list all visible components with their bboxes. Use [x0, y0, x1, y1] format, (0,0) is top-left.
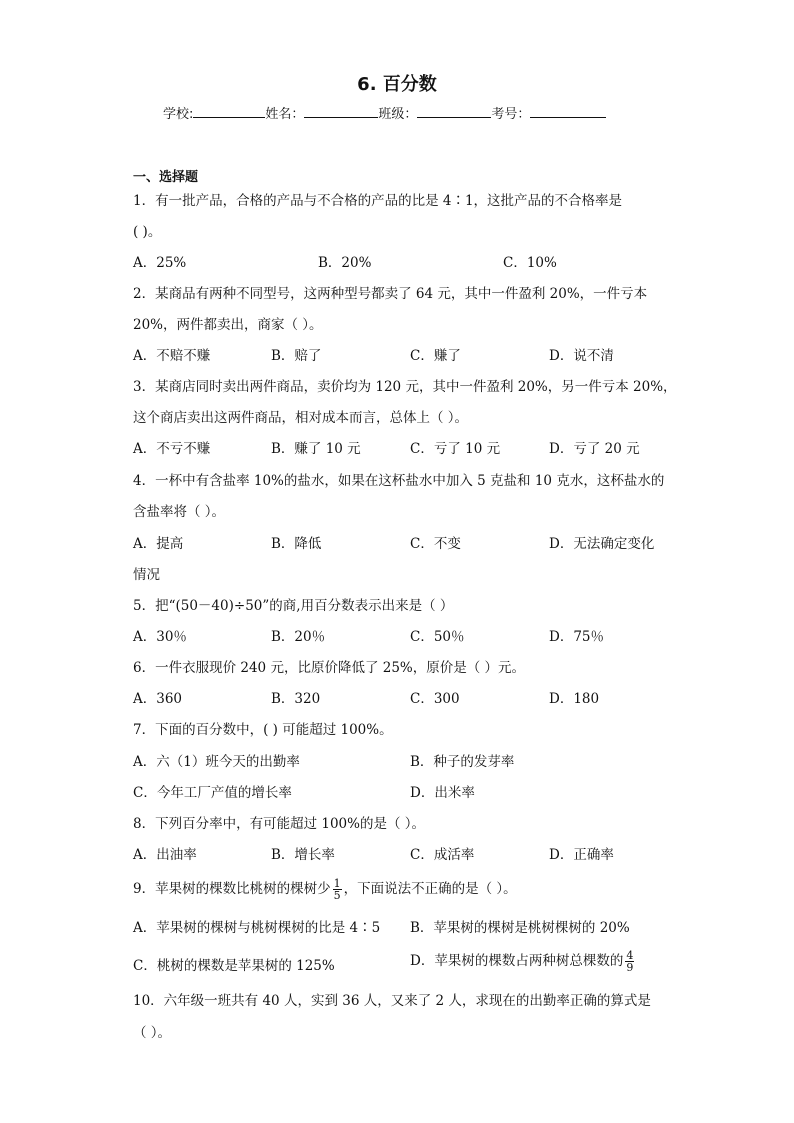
question-2-option-c[interactable]: C．赚了: [410, 348, 461, 364]
question-4-line-1: 4．一杯中有含盐率 10%的盐水，如果在这杯盐水中加入 5 克盐和 10 克水，这杯盐水的: [133, 473, 665, 489]
school-label: 学校:: [163, 107, 194, 122]
question-9-line-1: [133, 878, 517, 901]
question-3-option-c[interactable]: C．亏了 10 元: [410, 441, 501, 457]
question-4-option-a[interactable]: A．提高: [133, 536, 184, 552]
question-6-line-1: 6．一件衣服现价 240 元，比原价降低了 25%，原价是（ ）元。: [133, 660, 526, 676]
question-7-option-d[interactable]: D．出米率: [410, 785, 475, 801]
question-9-option-d[interactable]: [410, 950, 636, 973]
question-3-option-a[interactable]: A．不亏不赚: [133, 441, 211, 457]
question-9-option-d-text: D．苹果树的棵数占两种树总棵数的: [410, 953, 624, 969]
question-5-option-c[interactable]: C．50％: [410, 629, 465, 645]
question-6-option-b[interactable]: B．320: [271, 691, 321, 707]
question-1-option-b[interactable]: B．20%: [318, 255, 372, 271]
question-4-line-2: 含盐率将（ ）。: [133, 504, 226, 520]
question-7-line-1: 7．下面的百分数中，( ) 可能超过 100%。: [133, 722, 393, 738]
question-1-line-2: ( )。: [133, 224, 162, 240]
question-2-line-2: 20%，两件都卖出，商家（ ）。: [133, 317, 323, 333]
question-5-line-1: 5．把“(50－40)÷50”的商,用百分数表示出来是（ ）: [133, 598, 454, 614]
question-4-option-d-continuation: 情况: [133, 567, 160, 583]
name-blank[interactable]: [304, 105, 378, 118]
question-9-stem-end: ，下面说法不正确的是（ ）。: [343, 881, 517, 897]
question-6-option-a[interactable]: A．360: [133, 691, 183, 707]
question-8-option-c[interactable]: C．成活率: [410, 847, 475, 863]
question-9-option-b[interactable]: B．苹果树的棵树是桃树棵树的 20%: [410, 920, 630, 936]
exam-no-blank[interactable]: [530, 105, 606, 118]
class-label: 班级：: [378, 107, 418, 122]
question-9-stem-start: 9．苹果树的棵数比桃树的棵树少: [133, 881, 331, 897]
question-5-option-d[interactable]: D．75％: [549, 629, 605, 645]
question-3-line-1: 3．某商店同时卖出两件商品，卖价均为 120 元，其中一件盈利 20%，另一件亏本 20%，: [133, 379, 677, 395]
exam-no-label: 考号：: [491, 107, 531, 122]
question-2-option-d[interactable]: D．说不清: [549, 348, 614, 364]
question-1-option-a[interactable]: A．25%: [133, 255, 187, 271]
fraction-denominator: 5: [333, 889, 341, 902]
question-9-fraction: [333, 878, 342, 901]
question-9-option-d-fraction: [625, 950, 634, 973]
question-8-line-1: 8．下列百分率中，有可能超过 100%的是（ ）。: [133, 816, 426, 832]
question-4-option-d[interactable]: D．无法确定变化: [549, 536, 655, 552]
question-4-option-c[interactable]: C．不变: [410, 536, 461, 552]
question-3-line-2: 这个商店卖出这两件商品，相对成本而言，总体上（ ）。: [133, 410, 469, 426]
name-label: 姓名：: [265, 107, 305, 122]
question-10-line-2: （ ）。: [133, 1025, 172, 1041]
question-7-option-a[interactable]: A．六（1）班今天的出勤率: [133, 754, 300, 770]
page-title: 6. 百分数: [357, 74, 437, 95]
question-4-option-b[interactable]: B．降低: [271, 536, 322, 552]
question-2-option-a[interactable]: A．不赔不赚: [133, 348, 211, 364]
fraction-numerator: 1: [333, 877, 341, 890]
question-8-option-b[interactable]: B．增长率: [271, 847, 335, 863]
fraction-numerator: 4: [626, 949, 634, 962]
question-8-option-a[interactable]: A．出油率: [133, 847, 197, 863]
question-9-option-a[interactable]: A．苹果树的棵树与桃树棵树的比是 4∶5: [133, 920, 381, 936]
section-title: 一、选择题: [133, 170, 199, 185]
question-10-line-1: 10．六年级一班共有 40 人，实到 36 人，又来了 2 人，求现在的出勤率正确的算式是: [133, 993, 651, 1009]
question-5-option-b[interactable]: B．20％: [271, 629, 326, 645]
question-2-line-1: 2．某商品有两种不同型号，这两种型号都卖了 64 元，其中一件盈利 20%，一件亏本: [133, 286, 648, 302]
class-blank[interactable]: [417, 105, 491, 118]
question-3-option-b[interactable]: B．赚了 10 元: [271, 441, 361, 457]
question-8-option-d[interactable]: D．正确率: [549, 847, 614, 863]
question-9-option-c[interactable]: C．桃树的棵数是苹果树的 125%: [133, 958, 335, 974]
question-6-option-c[interactable]: C．300: [410, 691, 460, 707]
school-blank[interactable]: [193, 105, 265, 118]
fraction-denominator: 9: [626, 961, 634, 974]
question-3-option-d[interactable]: D．亏了 20 元: [549, 441, 640, 457]
question-7-option-b[interactable]: B．种子的发芽率: [410, 754, 515, 770]
question-6-option-d[interactable]: D．180: [549, 691, 600, 707]
question-5-option-a[interactable]: A．30％: [133, 629, 187, 645]
question-2-option-b[interactable]: B．赔了: [271, 348, 322, 364]
question-1-line-1: 1．有一批产品，合格的产品与不合格的产品的比是 4∶1，这批产品的不合格率是: [133, 193, 623, 209]
question-1-option-c[interactable]: C．10%: [503, 255, 557, 271]
student-info-row: [163, 103, 606, 122]
question-7-option-c[interactable]: C．今年工厂产值的增长率: [133, 785, 292, 801]
